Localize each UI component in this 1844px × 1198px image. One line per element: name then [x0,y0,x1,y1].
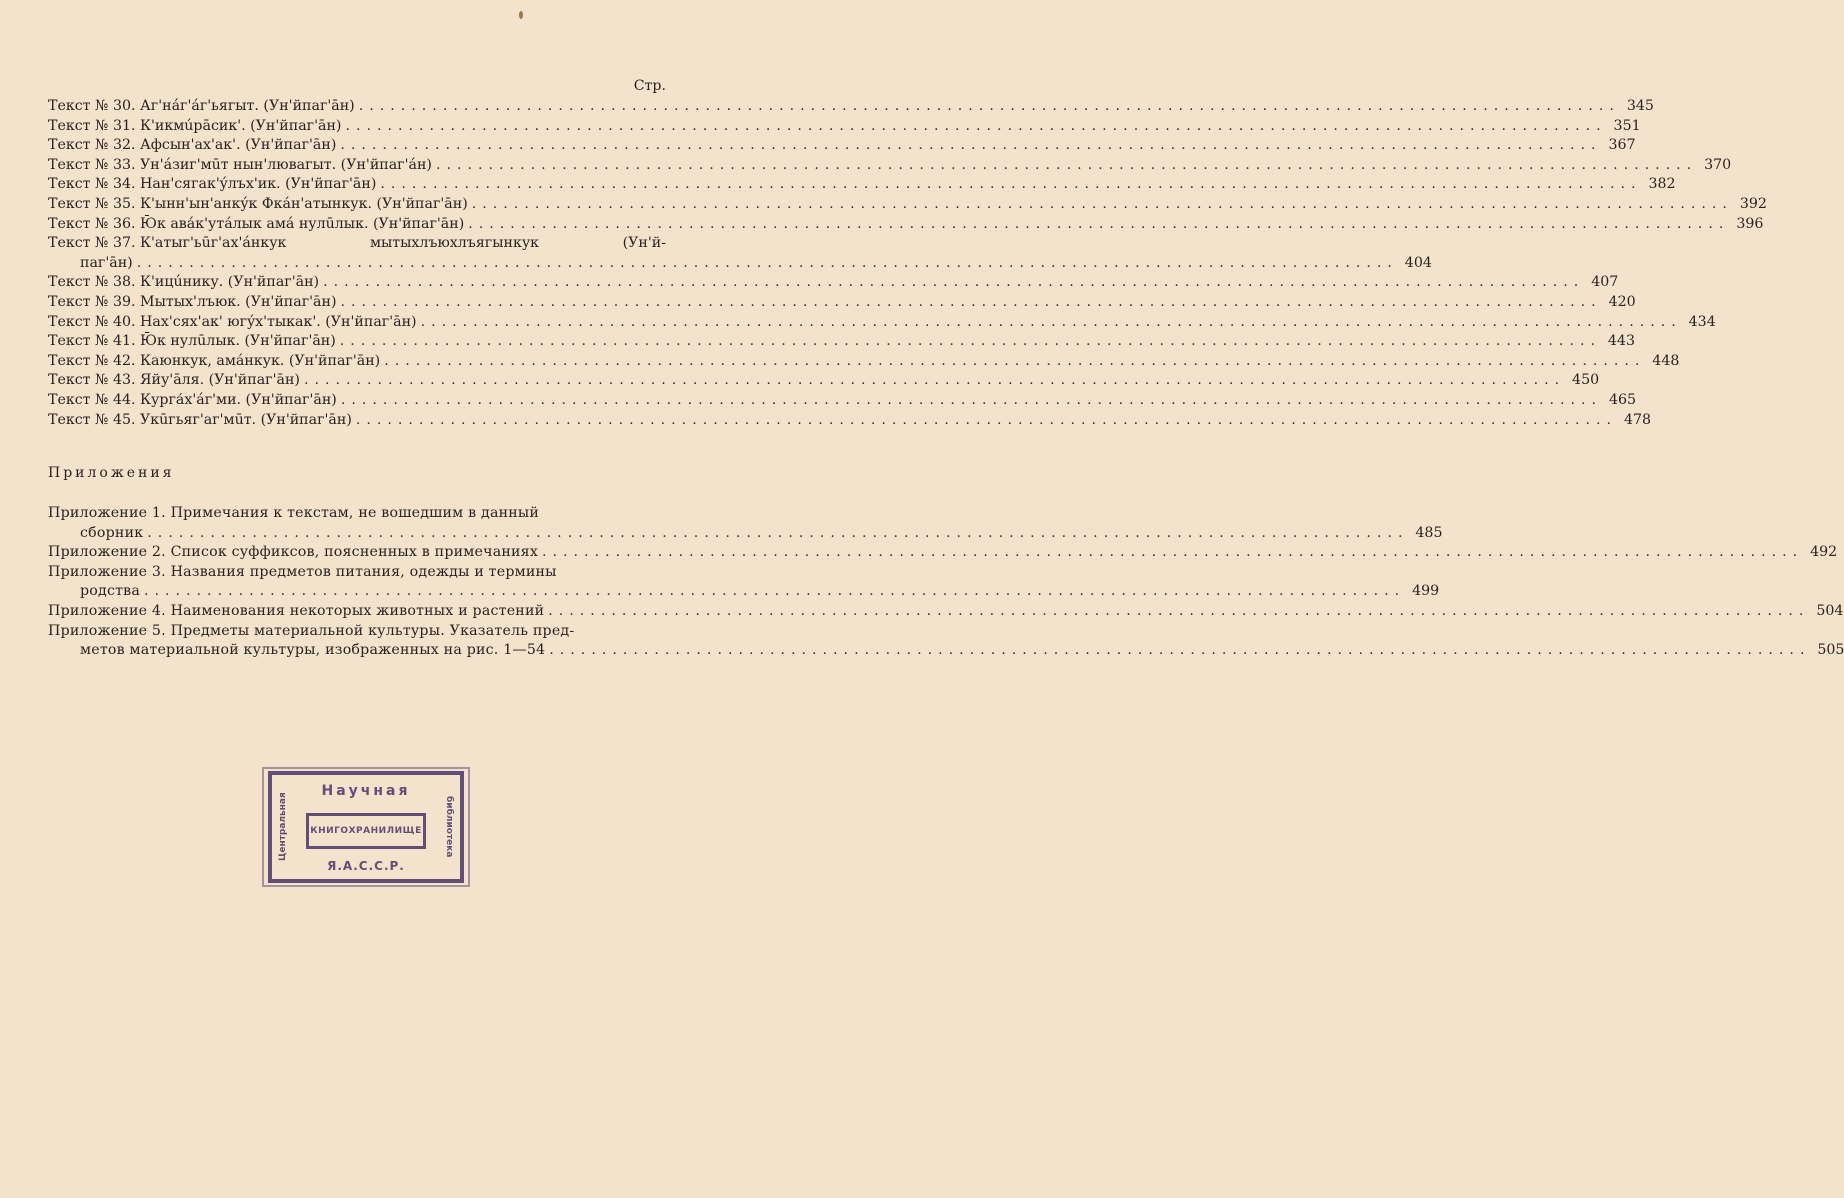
stamp-right-text: библиотека [444,796,454,858]
toc-entry-label: Текст № 33. Ун'áзиг'мūт нын'лювагыт. (Ун'йпаг'áн) [48,156,432,173]
toc-page-number: 370 [1704,156,1732,173]
dot-leader: ........................................................................................................................ [136,254,1398,271]
library-stamp [268,771,464,883]
dot-leader: ........................................................................................................................ [355,411,1618,428]
toc-entry-label: мытыхлъюхлъягынкук [369,235,540,252]
section-heading: Приложения [48,465,175,482]
toc-page-number: 392 [1739,195,1767,212]
toc-entry [48,602,1844,622]
dot-leader: ........................................................................................................................ [345,117,1607,134]
toc-entry-continuation [48,641,1844,661]
toc-page-number: 382 [1648,176,1676,193]
stamp-bottom-text: Я.А.С.С.Р. [327,859,405,873]
dot-leader: ........................................................................................................................ [339,333,1601,350]
toc-entry [48,332,1635,352]
dot-leader: ........................................................................................................................ [303,372,1566,389]
toc-entry-label: (Ун'й- [622,235,666,252]
toc-entry-label: Текст № 43. Яйу'āля. (Ун'йпаг'āн) [48,372,300,389]
toc-entry [48,215,1764,235]
toc-entry-label: Текст № 35. К'ынн'ын'анкýк Фкáн'атынкук. (Ун'йпаг'āн) [48,195,468,212]
toc-entry-label: Текст № 38. К'ицúнику. (Ун'йпаг'āн) [48,274,320,291]
stamp-left-text: Центральная [278,792,288,862]
toc-entry [48,313,1716,333]
toc-entry [48,156,1732,176]
toc-entry-label: метов материальной культуры, изображенных на рис. 1—54 [80,642,546,659]
toc-page-number: 396 [1736,215,1764,232]
toc-entry-label: Текст № 34. Нан'сягак'ýлъх'ик. (Ун'йпаг'āн) [48,176,377,193]
toc-entry [48,543,1838,563]
toc-entry [48,371,1600,391]
toc-page-number: 504 [1816,603,1844,620]
dot-leader: ........................................................................................................................ [340,293,1602,310]
toc-page-number: 485 [1415,524,1443,541]
toc-entry-label: Текст № 39. Мытых'лъюк. (Ун'йпаг'āн) [48,293,337,310]
toc-entry-label: Приложение 2. Список суффиксов, поясненных в примечаниях [48,544,539,561]
toc-entry [48,195,1767,215]
toc-page-number: 478 [1623,411,1652,428]
toc-entry-label: Приложение 3. Названия предметов питания, одежды и термины [48,563,557,580]
toc-entry-label: Текст № 32. Афсын'ах'ак'. (Ун'йпаг'āн) [48,137,337,154]
toc-entry [48,293,1636,313]
stamp-middle-text: КНИГОХРАНИЛИЩЕ [310,826,422,836]
toc-entry-label: Текст № 42. Каюнкук, амáнкук. (Ун'йпаг'āн) [48,352,381,369]
toc-entry-continuation [48,582,1440,602]
dot-leader: ........................................................................................................................ [542,544,1804,561]
dot-leader: ........................................................................................................................ [380,176,1642,193]
toc-page-number: 420 [1608,293,1636,310]
toc-page-number: 404 [1404,254,1432,271]
toc-page-number: 505 [1817,642,1844,659]
dot-leader: ........................................................................................................................ [435,156,1698,173]
toc-entry-label: Приложение 4. Наименования некоторых животных и растений [48,603,545,620]
stamp-top-text: Научная [321,783,411,799]
toc-entry [48,563,666,583]
toc-entry [48,352,1680,372]
dot-leader: ........................................................................................................................ [340,391,1603,408]
toc-page-number: 434 [1688,313,1716,330]
dot-leader: ........................................................................................................................ [323,274,1585,291]
toc-entry [48,411,1652,431]
toc-entry-label: Текст № 41. Ю̄к нулūлык. (Ун'йпаг'āн) [48,333,336,350]
toc-page-number: 443 [1607,333,1635,350]
toc-entry [48,273,1619,293]
dot-leader: ........................................................................................................................ [471,195,1733,212]
toc-page-number: 367 [1608,137,1636,154]
toc-entry [48,234,666,254]
toc-entry [48,391,1637,411]
toc-entry-label: паг'āн) [80,254,133,271]
toc-entry-label: Текст № 44. Курга́х'áг'ми. (Ун'йпаг'āн) [48,391,337,408]
dot-leader: ........................................................................................................................ [384,352,1646,369]
toc-entry-label: Текст № 45. Укūгьяг'аг'мūт. (Ун'йпаг'āн) [48,411,352,428]
toc-entry-continuation [48,524,1443,544]
toc-entry-label: Приложение 1. Примечания к текстам, не вошедшим в данный [48,505,540,522]
toc-entry [48,117,1641,137]
dot-leader: ........................................................................................................................ [468,215,1730,232]
toc-entry-label: Текст № 30. Аг'нáг'áг'ьягыт. (Ун'йпаг'āн) [48,98,355,114]
dot-leader: ........................................................................................................................ [144,583,1406,600]
toc-page-number: 448 [1652,352,1680,369]
toc-page-number: 465 [1608,391,1637,408]
dot-leader: ........................................................................................................................ [340,137,1602,154]
dot-leader: ........................................................................................................................ [548,603,1810,620]
toc-entry [48,175,1676,195]
toc-page-number: 499 [1412,583,1440,600]
toc-entry [48,504,666,524]
toc-entry-label: Текст № 31. К'икмúрāсик'. (Ун'йпаг'āн) [48,117,342,134]
toc-entry-label: Текст № 40. Нах'сях'ак' югýх'тыкак'. (Ун'йпаг'āн) [48,313,417,330]
dot-leader: ........................................................................................................................ [358,98,1620,114]
toc-entry-label: родства [80,583,140,600]
toc-page-number: 407 [1591,274,1619,291]
toc-entry [48,622,666,642]
dot-leader: ........................................................................................................................ [420,313,1682,330]
toc-page-number: 351 [1613,117,1641,134]
toc-page-number: 450 [1572,372,1600,389]
stamp-inner-box [306,813,426,849]
toc-entry-label: Текст № 37. К'атыг'ьūг'ах'áнкук [48,235,287,252]
toc-page-number: 345 [1626,98,1654,114]
toc-entry-label: Приложение 5. Предметы материальной культуры. Указатель пред- [48,622,575,639]
table-of-contents [48,75,1844,661]
dot-leader: ........................................................................................................................ [147,524,1409,541]
toc-entry-label: Текст № 36. Ю̄к авáк'утáлык амá нулūлык. (Ун'йпаг'āн) [48,215,465,232]
page-column-label: Стр. [633,78,666,94]
toc-entry [48,97,1654,117]
dot-leader: ........................................................................................................................ [549,642,1811,659]
toc-entry [48,136,1636,156]
toc-entry-label: сборник [80,524,144,541]
toc-page-number: 492 [1810,544,1838,561]
paper-speck [519,11,523,19]
toc-entry-continuation [48,254,1432,274]
